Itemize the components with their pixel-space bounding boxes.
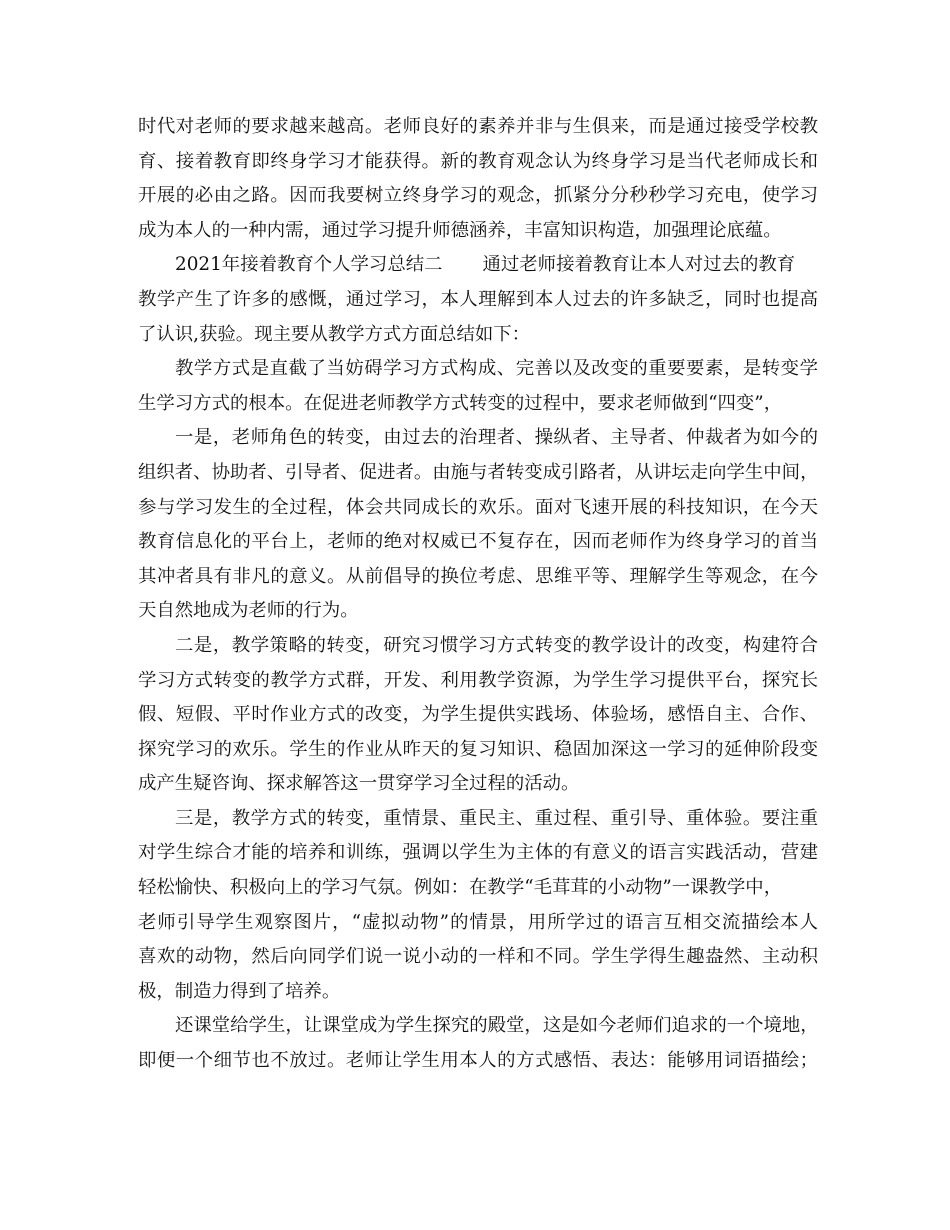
text-fragment: 通过老师接着教育让本人对过去的教育 (482, 254, 796, 276)
paragraph-2 (138, 248, 818, 352)
text-line: 还课堂给学生，让课堂成为学生探究的殿堂，这是如今老师们追求的一个境地， (175, 1015, 819, 1037)
text-line: 天自然地成为老师的行为。 (138, 600, 359, 622)
text-line: 学习方式转变的教学方式群，开发、利用教学资源，为学生学习提供平台，探究长 (138, 669, 818, 691)
text-line: 老师引导学生观察图片，“虚拟动物”的情景，用所学过的语言互相交流描绘本人 (138, 911, 818, 933)
paragraph-3 (138, 352, 818, 421)
text-line: 组织者、协助者、引导者、促进者。由施与者转变成引路者，从讲坛走向学生中间， (138, 461, 819, 483)
paragraph-7 (138, 1009, 818, 1078)
text-line: 教学方式是直截了当妨碍学习方式构成、完善以及改变的重要要素，是转变学 (175, 358, 818, 380)
text-line: 开展的必由之路。因而我要树立终身学习的观念，抓紧分分秒秒学习充电，使学习 (138, 185, 818, 207)
text-line: 三是，教学方式的转变，重情景、重民主、重过程、重引导、重体验。要注重 (175, 807, 818, 829)
paragraph-4 (138, 421, 818, 629)
paragraph-1 (138, 110, 818, 248)
text-line: 参与学习发生的全过程，体会共同成长的欢乐。面对飞速开展的科技知识，在今天 (138, 496, 818, 518)
text-line: 育、接着教育即终身学习才能获得。新的教育观念认为终身学习是当代老师成长和 (138, 150, 818, 172)
text-line: 教学产生了许多的感慨，通过学习，本人理解到本人过去的许多缺乏，同时也提高 (138, 288, 818, 310)
text-line: 一是，老师角色的转变，由过去的治理者、操纵者、主导者、仲裁者为如今的 (175, 427, 818, 449)
text-line: 喜欢的动物，然后向同学们说一说小动的一样和不同。学生学得生趣盎然、主动积 (138, 946, 818, 968)
paragraph-6 (138, 802, 818, 1010)
text-line: 成为本人的一种内需，通过学习提升师德涵养，丰富知识构造，加强理论底蕴。 (138, 219, 782, 241)
text-line: 轻松愉快、积极向上的学习气氛。例如：在教学“毛茸茸的小动物”一课教学中， (138, 877, 783, 899)
text-line: 极，制造力得到了培养。 (138, 980, 341, 1002)
text-line: 二是，教学策略的转变，研究习惯学习方式转变的教学设计的改变，构建符合 (175, 634, 818, 656)
text-line: 了认识,获验。现主要从教学方式方面总结如下： (138, 323, 531, 345)
text-line (138, 248, 818, 283)
section-heading: 2021年接着教育个人学习总结二 (175, 254, 443, 276)
text-line: 即便一个细节也不放过。老师让学生用本人的方式感悟、表达：能够用词语描绘； (138, 1050, 818, 1072)
text-line: 假、短假、平时作业方式的改变，为学生提供实践场、体验场，感悟自主、合作、 (138, 704, 818, 726)
text-line: 对学生综合才能的培养和训练，强调以学生为主体的有意义的语言实践活动，营建 (138, 842, 818, 864)
text-line: 探究学习的欢乐。学生的作业从昨天的复习知识、稳固加深这一学习的延伸阶段变 (138, 738, 818, 760)
text-line: 其冲者具有非凡的意义。从前倡导的换位考虑、思维平等、理解学生等观念，在今 (138, 565, 818, 587)
text-line: 教育信息化的平台上，老师的绝对权威已不复存在，因而老师作为终身学习的首当 (138, 531, 818, 553)
text-line: 成产生疑咨询、探求解答这一贯穿学习全过程的活动。 (138, 773, 580, 795)
text-line: 时代对老师的要求越来越高。老师良好的素养并非与生俱来，而是通过接受学校教 (138, 116, 818, 137)
document-body (138, 110, 818, 1079)
text-line: 生学习方式的根本。在促进老师教学方式转变的过程中，要求老师做到“四变”， (138, 392, 783, 414)
paragraph-5 (138, 629, 818, 802)
